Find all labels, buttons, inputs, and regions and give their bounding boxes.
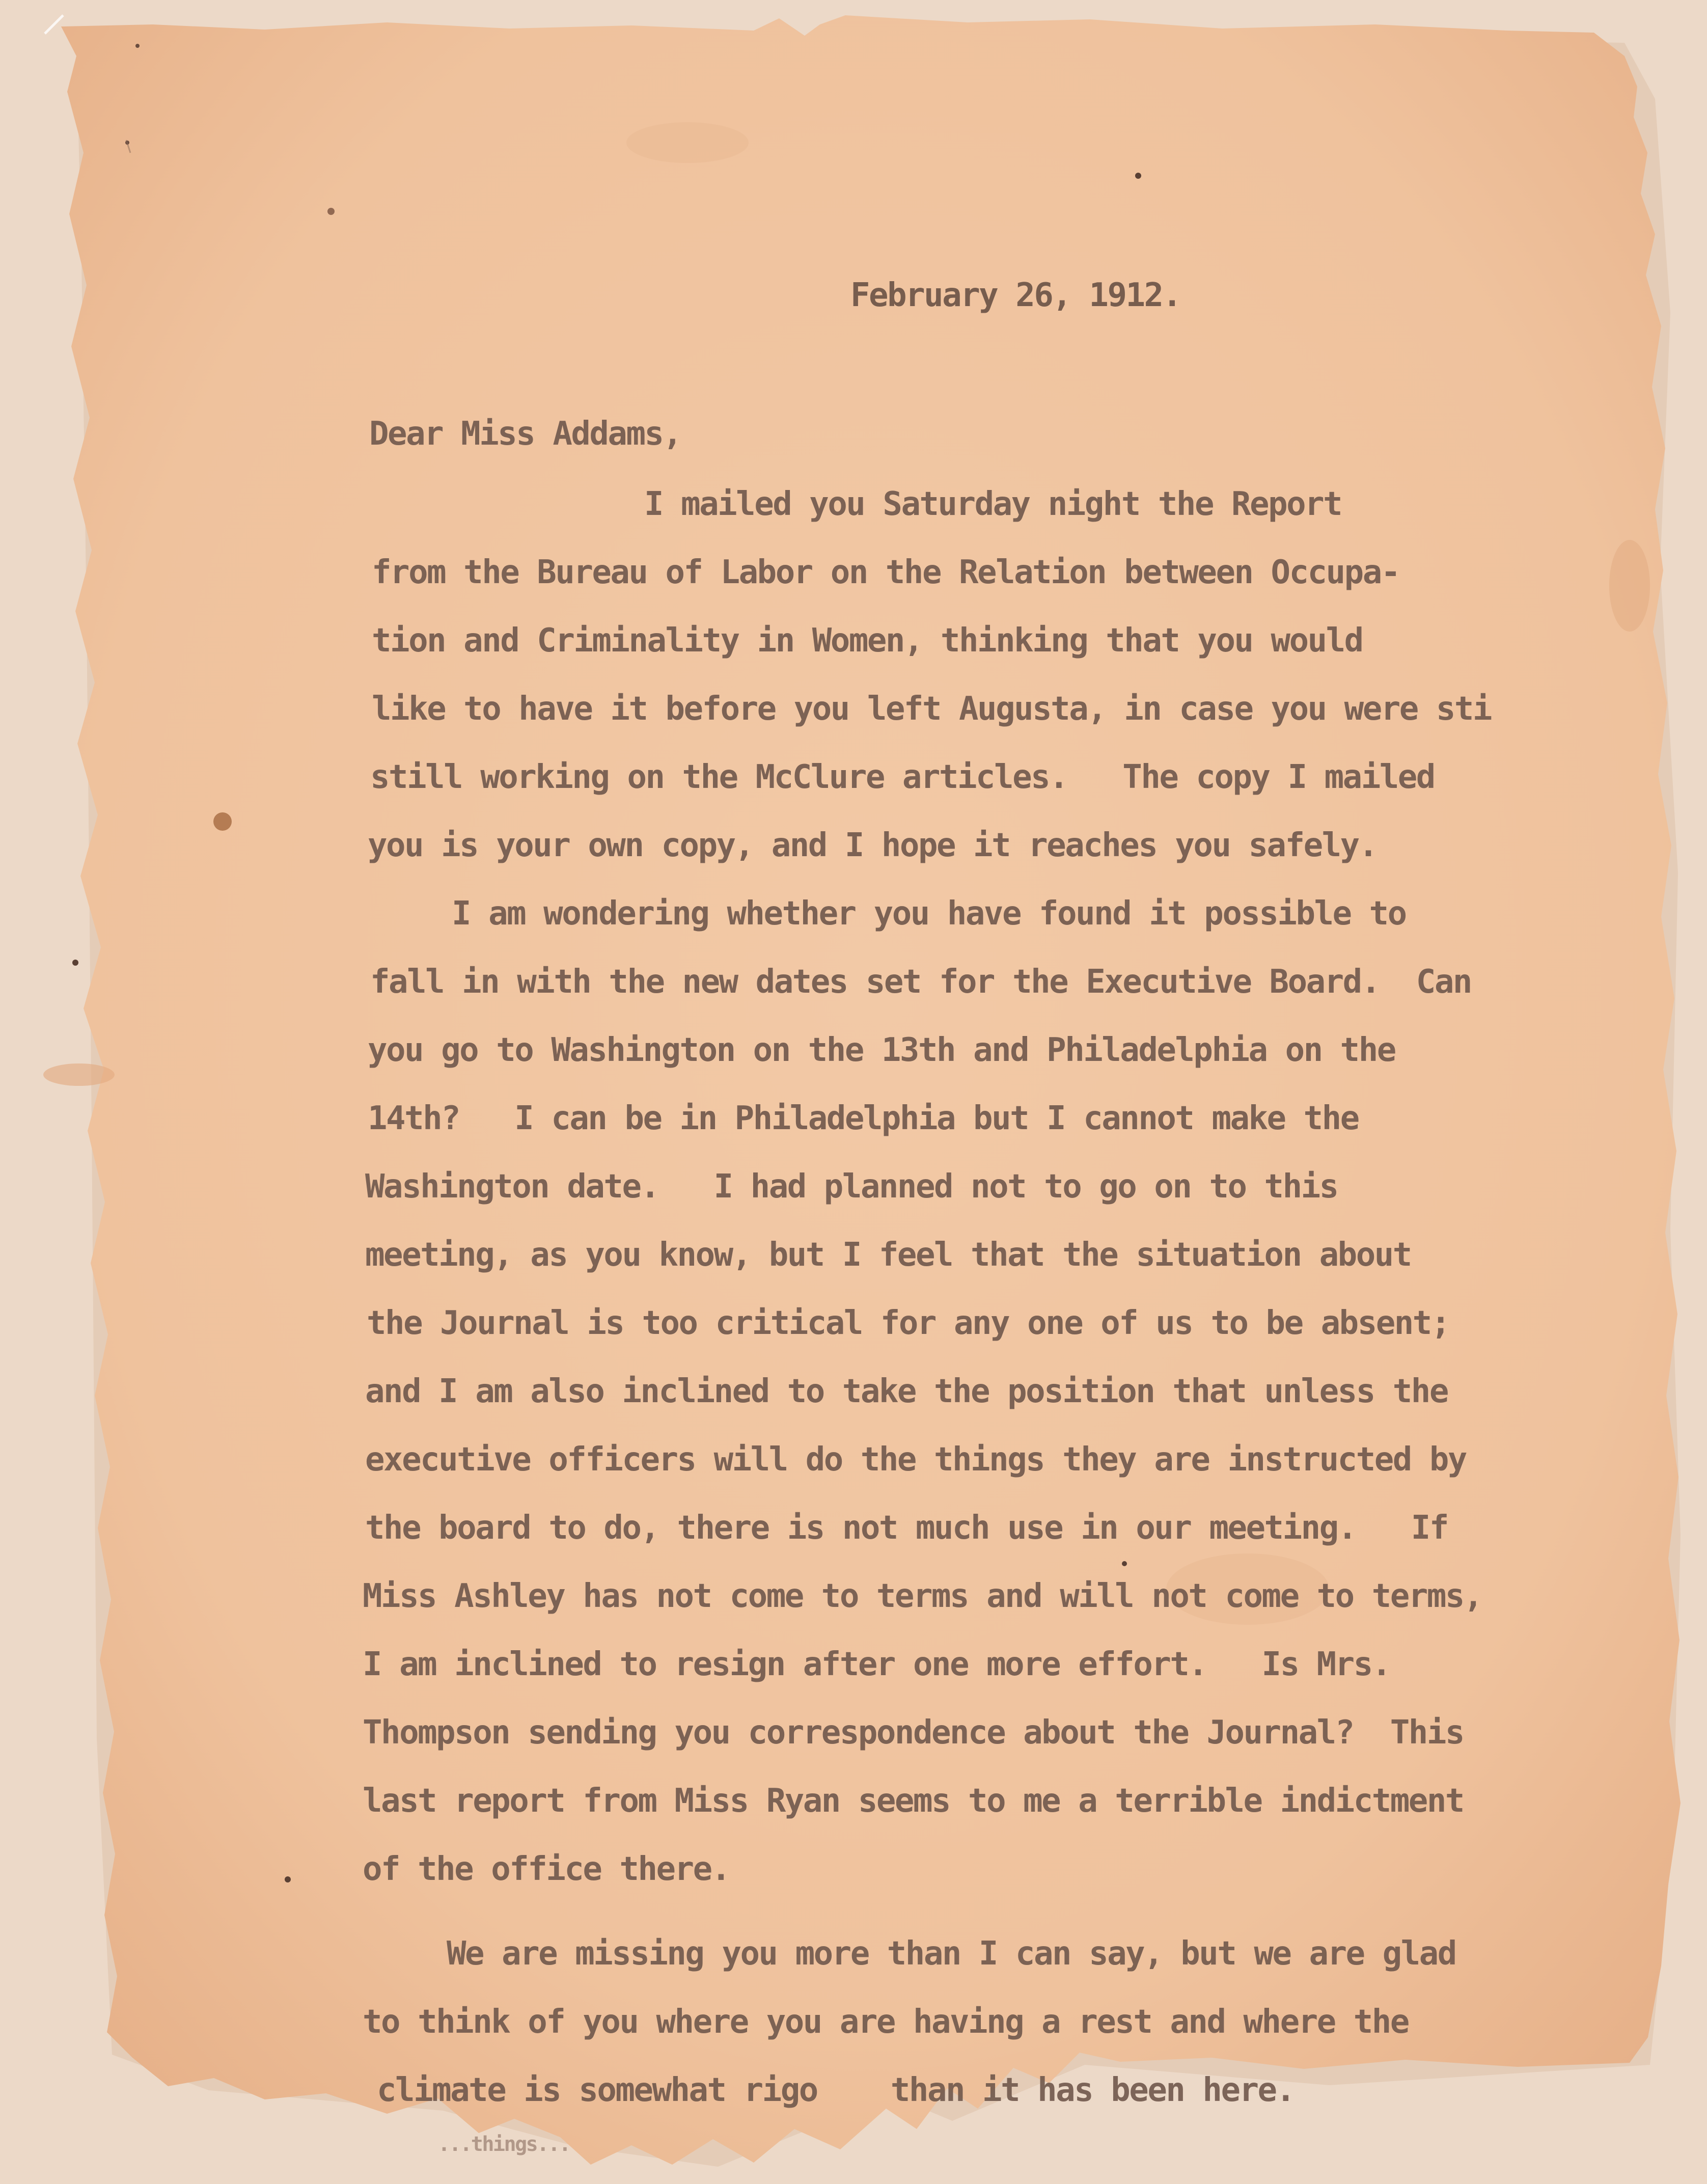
letter-line: Washington date. I had planned not to go on to this <box>365 1168 1338 1206</box>
ink-spot <box>327 208 335 215</box>
ink-spot <box>213 812 232 831</box>
ink-spot <box>135 44 140 48</box>
letter-line: I am inclined to resign after one more effort. Is Mrs. <box>363 1646 1390 1683</box>
letter-line: and I am also inclined to take the position that unless the <box>365 1373 1448 1410</box>
letter-line: tion and Criminality in Women, thinking that you would <box>372 622 1363 660</box>
ink-spot <box>1135 173 1141 179</box>
letter-line: meeting, as you know, but I feel that the situation about <box>365 1236 1411 1274</box>
letter-line: still working on the McClure articles. The copy I mailed <box>370 758 1435 796</box>
ink-spot <box>72 960 78 966</box>
letter-line: the board to do, there is not much use in our meeting. If <box>365 1509 1448 1547</box>
letter-cutoff-fragment: ...things... <box>438 2133 570 2156</box>
letter-line: We are missing you more than I can say, but we are glad <box>447 1935 1456 1973</box>
ink-spot <box>285 1876 291 1882</box>
letter-line: of the office there. <box>363 1850 730 1888</box>
letter-line: you is your own copy, and I hope it reaches you safely. <box>368 827 1377 864</box>
ink-spot <box>1122 1561 1127 1566</box>
letter-line: fall in with the new dates set for the Executive Board. Can <box>370 963 1471 1001</box>
paper-stain <box>43 1063 115 1086</box>
letter-line: from the Bureau of Labor on the Relation between Occupa- <box>372 554 1399 591</box>
paper-stain <box>1609 540 1650 632</box>
letter-line: like to have it before you left Augusta, in case you were sti <box>372 690 1491 728</box>
paper-stain <box>626 122 749 163</box>
letter-salutation: Dear Miss Addams, <box>369 415 681 453</box>
letter-line: the Journal is too critical for any one of us to be absent; <box>367 1304 1449 1342</box>
letter-line: 14th? I can be in Philadelphia but I cannot make the <box>368 1100 1359 1137</box>
letter-date: February 26, 1912. <box>850 277 1181 314</box>
letter-line: executive officers will do the things they are instructed by <box>365 1441 1466 1479</box>
letter-line: I mailed you Saturday night the Report <box>644 485 1342 523</box>
letter-line: I am wondering whether you have found it possible to <box>452 895 1406 933</box>
letter-line: Thompson sending you correspondence about the Journal? This <box>363 1714 1464 1752</box>
letter-paper <box>61 15 1681 2165</box>
letter-line: last report from Miss Ryan seems to me a terrible indictment <box>363 1782 1464 1820</box>
letter-line: climate is somewhat rigo than it has been here. <box>377 2071 1295 2109</box>
letter-line: to think of you where you are having a rest and where the <box>363 2003 1409 2041</box>
letter-line: you go to Washington on the 13th and Philadelphia on the <box>368 1031 1395 1069</box>
letter-line: Miss Ashley has not come to terms and will not come to terms, <box>363 1577 1482 1615</box>
